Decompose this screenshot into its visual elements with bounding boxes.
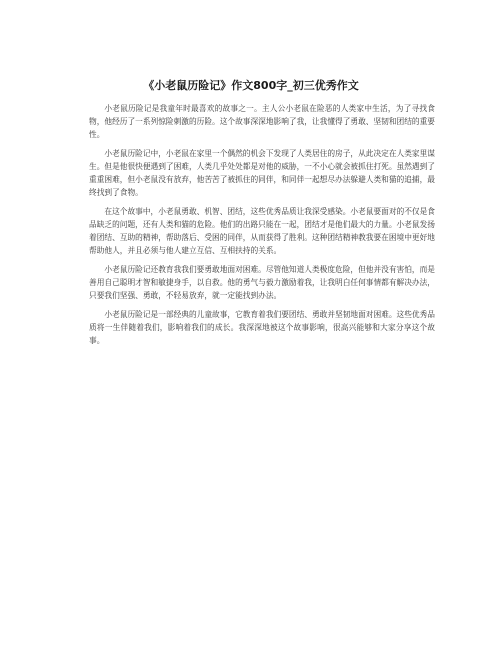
paragraph: 小老鼠历险记中，小老鼠在家里一个偶然的机会下发现了人类居住的房子，从此决定在人类家里谋生。但是他很快便遇到了困难，人类几乎处处都是对他的威胁，一不小心就会被抓住打死。虽然遇到了重重困难，但小老鼠没有放弃，他苦苦了被抓住的同伴，和同伴一起想尽办法躲避人类和猫的追捕，最终找到了食物。	[89, 149, 435, 197]
document-body	[89, 102, 435, 353]
paragraph: 在这个故事中，小老鼠勇敢、机智、团结，这些优秀品质让我深受感染。小老鼠要面对的不仅是食品缺乏的问题，还有人类和猫的危险。他们的出路只能在一起，团结才是他们最大的力量。小老鼠发扬着团结、互助的精神，帮助落后、受困的同伴，从而获得了胜利。这种团结精神教我要在困境中更好地帮助他人，并且必须与他人建立互信、互相扶持的关系。	[89, 207, 435, 255]
paragraph: 小老鼠历险记还教育我我们要勇敢地面对困难。尽管他知道人类极度危险，但他并没有害怕，而是善用自己聪明才智和敏捷身手，以自救。他的勇气与毅力激励着我，让我明白任何事情都有解决办法，只要我们坚强、勇敢，不轻易放弃，就一定能找到办法。	[89, 265, 435, 300]
document-title: 《小老鼠历险记》作文800字_初三优秀作文	[143, 79, 359, 92]
paragraph: 小老鼠历险记是一部经典的儿童故事，它教育着我们要团结、勇敢并坚韧地面对困难。这些优秀品质将一生伴随着我们，影响着我们的成长。我深深地被这个故事影响，很高兴能够和大家分享这个故事。	[89, 310, 435, 345]
paragraph: 小老鼠历险记是我童年时最喜欢的故事之一。主人公小老鼠在险恶的人类家中生活，为了寻找食物，他经历了一系列惊险刺激的历险。这个故事深深地影响了我，让我懂得了勇敢、坚韧和团结的重要性。	[89, 104, 435, 139]
